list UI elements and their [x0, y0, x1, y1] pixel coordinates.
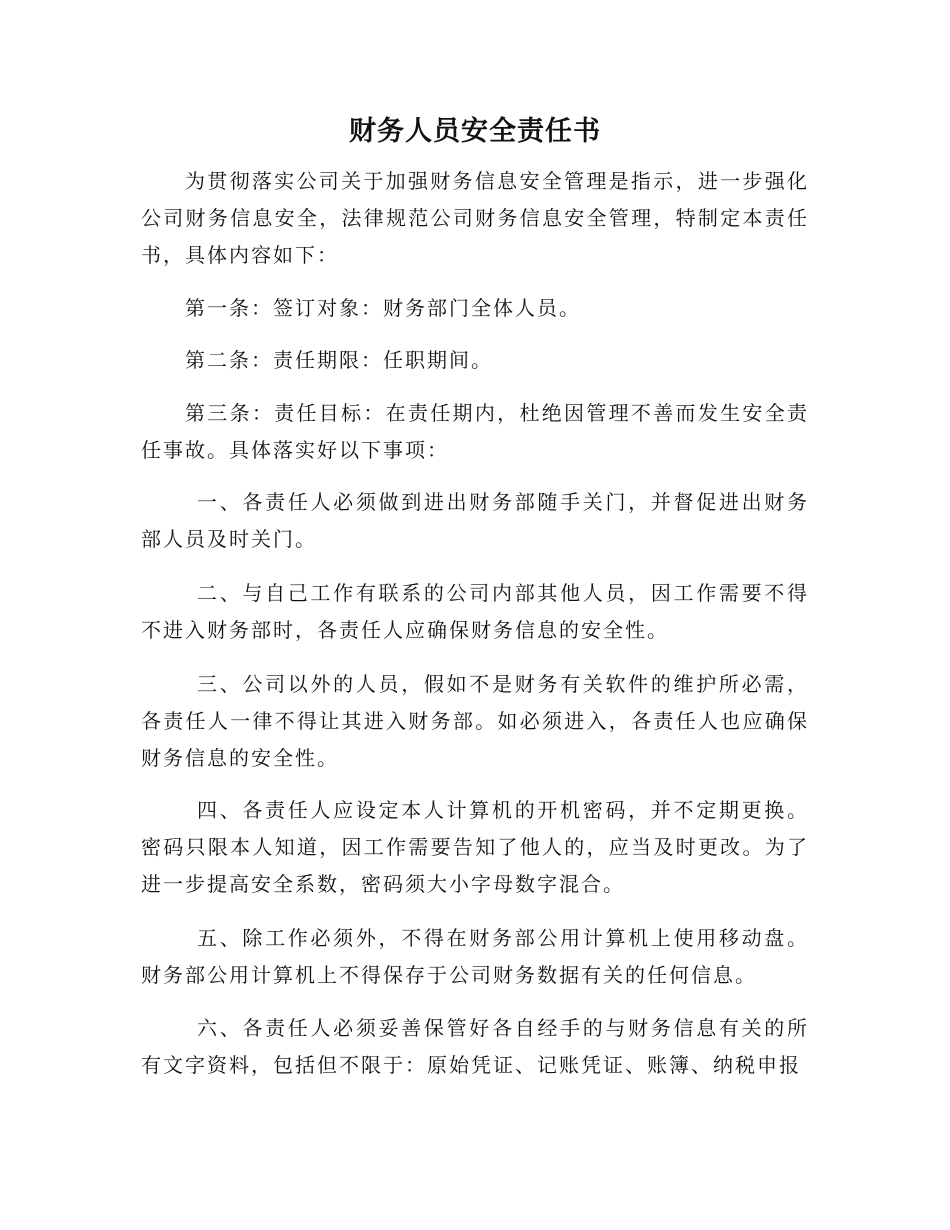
article-1-paragraph: 第一条：签订对象：财务部门全体人员。 [185, 296, 581, 320]
item-1-paragraph: 一、各责任人必须做到进出财务部随手关门，并督促进出财务部人员及时关门。 [141, 490, 809, 551]
item-2-paragraph: 二、与自己工作有联系的公司内部其他人员，因工作需要不得不进入财务部时，各责任人应确保财务信息的安全性。 [141, 581, 809, 642]
article-2-paragraph: 第二条：责任期限：任职期间。 [185, 348, 493, 372]
item-6-paragraph: 六、各责任人必须妥善保管好各自经手的与财务信息有关的所有文字资料，包括但不限于：原始凭证、记账凭证、账簿、纳税申报 [141, 1016, 809, 1077]
document-title: 财务人员安全责任书 [349, 116, 601, 147]
item-5-paragraph: 五、除工作必须外，不得在财务部公用计算机上使用移动盘。财务部公用计算机上不得保存于公司财务数据有关的任何信息。 [141, 926, 809, 987]
article-3-paragraph: 第三条：责任目标：在责任期内，杜绝因管理不善而发生安全责任事故。具体落实好以下事项： [141, 401, 809, 462]
intro-paragraph: 为贯彻落实公司关于加强财务信息安全管理是指示，进一步强化公司财务信息安全，法律规范公司财务信息安全管理，特制定本责任书，具体内容如下： [141, 169, 809, 267]
item-4-paragraph: 四、各责任人应设定本人计算机的开机密码，并不定期更换。密码只限本人知道，因工作需要告知了他人的，应当及时更改。为了进一步提高安全系数，密码须大小字母数字混合。 [141, 798, 809, 896]
item-3-paragraph: 三、公司以外的人员，假如不是财务有关软件的维护所必需，各责任人一律不得让其进入财务部。如必须进入，各责任人也应确保财务信息的安全性。 [141, 672, 809, 770]
